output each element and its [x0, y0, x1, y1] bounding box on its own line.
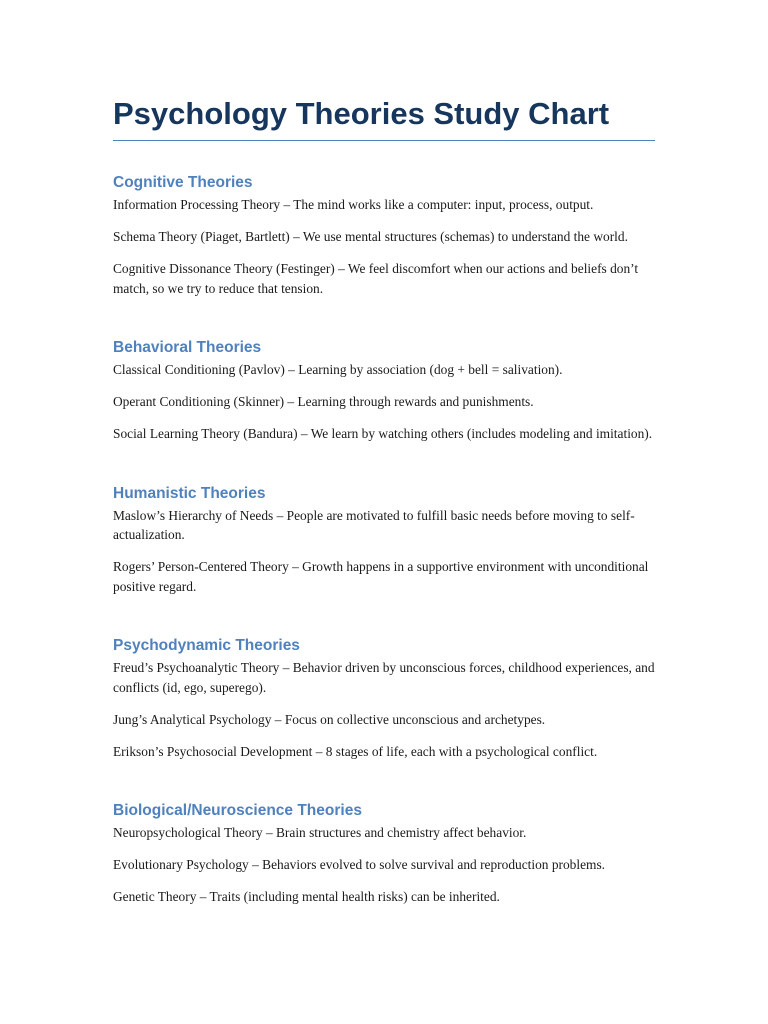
theory-entry: Rogers’ Person-Centered Theory – Growth happens in a supportive environment with unconditional positive regard. — [113, 559, 649, 594]
section-biological-neuroscience-theories — [113, 801, 655, 907]
theory-entry: Neuropsychological Theory – Brain structures and chemistry affect behavior. — [113, 825, 527, 840]
document-page — [113, 92, 655, 907]
theory-entry: Operant Conditioning (Skinner) – Learning through rewards and punishments. — [113, 394, 534, 409]
theory-entry: Cognitive Dissonance Theory (Festinger) – We feel discomfort when our actions and beliefs don’t match, so we try to reduce that tension. — [113, 261, 639, 296]
section-humanistic-theories — [113, 484, 655, 597]
theory-entry: Evolutionary Psychology – Behaviors evolved to solve survival and reproduction problems. — [113, 857, 606, 872]
section-heading: Humanistic Theories — [113, 484, 266, 502]
section-heading: Cognitive Theories — [113, 174, 253, 191]
section-behavioral-theories — [113, 338, 655, 444]
theory-entry: Freud’s Psychoanalytic Theory – Behavior driven by unconscious forces, childhood experiences, and conflicts (id, ego, superego). — [113, 660, 655, 695]
section-heading: Biological/Neuroscience Theories — [113, 802, 362, 819]
theory-entry: Information Processing Theory – The mind works like a computer: input, process, output. — [113, 197, 594, 212]
section-psychodynamic-theories — [113, 636, 655, 761]
theory-entry: Erikson’s Psychosocial Development – 8 stages of life, each with a psychological conflict. — [113, 743, 598, 759]
theory-entry: Genetic Theory – Traits (including mental health risks) can be inherited. — [113, 889, 500, 904]
page-title: Psychology Theories Study Chart — [113, 92, 655, 141]
section-heading: Psychodynamic Theories — [113, 637, 300, 654]
theory-entry: Maslow’s Hierarchy of Needs – People are motivated to fulfill basic needs before moving to self-actualization. — [113, 507, 635, 542]
section-cognitive-theories — [113, 173, 655, 298]
theory-entry: Classical Conditioning (Pavlov) – Learning by association (dog + bell = salivation). — [113, 362, 563, 377]
theory-entry: Schema Theory (Piaget, Bartlett) – We use mental structures (schemas) to understand the world. — [113, 229, 628, 244]
theory-entry: Jung’s Analytical Psychology – Focus on collective unconscious and archetypes. — [113, 711, 546, 727]
theory-entry: Social Learning Theory (Bandura) – We learn by watching others (includes modeling and imitation). — [113, 426, 653, 441]
section-heading: Behavioral Theories — [113, 339, 262, 356]
